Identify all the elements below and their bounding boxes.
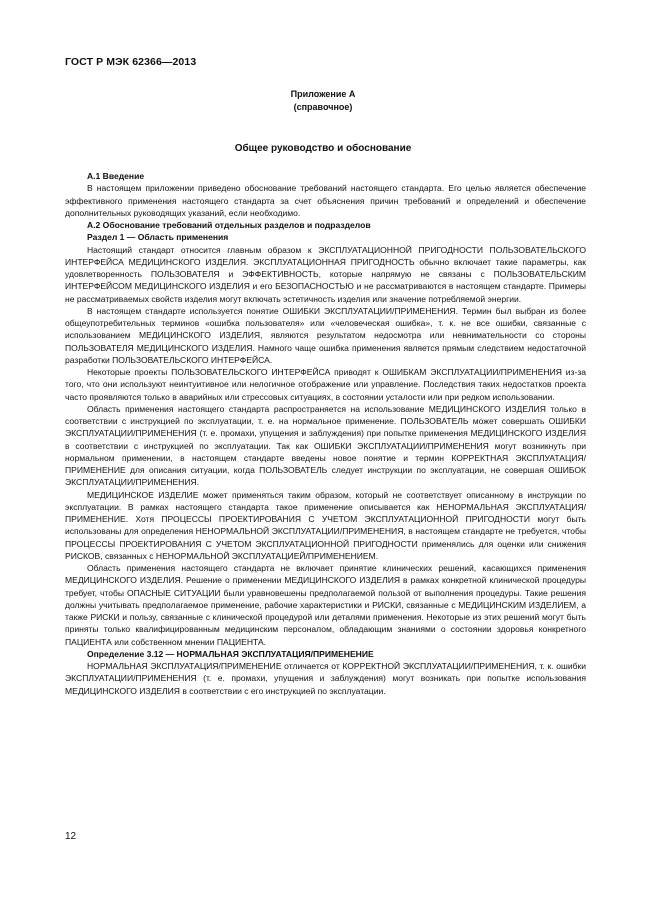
- section-heading: А.1 Введение: [87, 171, 145, 181]
- body-paragraph: Область применения настоящего стандарта не включает принятие клинических решений, касающихся применения МЕДИЦИНСКОГО ИЗДЕЛИЯ. Решение о применении МЕДИЦИНСКОГО ИЗДЕЛИЯ в рамках конкретной клинической процедуры требует, чтобы ОПАСНЫЕ СИТУАЦИИ были уравновешены предполагаемой пользой от выполнения процедуры. Такие решения должны учитывать предполагаемое применение, рабочие характеристики и РИСКИ, связанные с МЕДИЦИНСКИМ ИЗДЕЛИЕМ, а также РИСКИ и пользу, связанные с клинической процедурой или деталями применения. Некоторые из этих решений могут быть приняты только квалифицированным медицинским персоналом, обладающим знаниями о состоянии здоровья конкретного ПАЦИЕНТА или собственном мнении ПАЦИЕНТА.: [65, 563, 586, 647]
- appendix-label: Приложение А: [290, 89, 356, 99]
- body-paragraph: НОРМАЛЬНАЯ ЭКСПЛУАТАЦИЯ/ПРИМЕНЕНИЕ отличается от КОРРЕКТНОЙ ЭКСПЛУАТАЦИИ/ПРИМЕНЕНИЯ, т. к. ошибки ЭКСПЛУАТАЦИИ/ПРИМЕНЕНИЯ (т. е. промахи, упущения и заблуждения) могут возникать при попытке использования МЕДИЦИНСКОГО ИЗДЕЛИЯ в соответствии с его инструкцией по эксплуатации.: [65, 661, 586, 696]
- section-heading: Определение 3.12 — НОРМАЛЬНАЯ ЭКСПЛУАТАЦИЯ/ПРИМЕНЕНИЕ: [87, 648, 374, 659]
- page-number: 12: [65, 831, 77, 842]
- body-paragraph: Настоящий стандарт относится главным образом к ЭКСПЛУАТАЦИОННОЙ ПРИГОДНОСТИ ПОЛЬЗОВАТЕЛЬСКОГО ИНТЕРФЕЙСА МЕДИЦИНСКОГО ИЗДЕЛИЯ. ЭКСПЛУАТАЦИОННАЯ ПРИГОДНОСТЬ обычно включает такие параметры, как удовлетворенность ПОЛЬЗОВАТЕЛЯ и ЭФФЕКТИВНОСТЬ, которые напрямую не связаны с ПОЛЬЗОВАТЕЛЬСКИМ ИНТЕРФЕЙСОМ МЕДИЦИНСКОГО ИЗДЕЛИЯ и его БЕЗОПАСНОСТЬЮ и не рассматриваются в настоящем стандарте. Примеры не рассматриваемых свойств изделия могут включать эстетичность изделия или значение потребляемой энергии.: [65, 244, 586, 304]
- appendix-kind: (справочное): [293, 102, 353, 112]
- document-title: Общее руководство и обоснование: [234, 143, 412, 154]
- section-heading: А.2 Обоснование требований отдельных разделов и подразделов: [87, 220, 371, 230]
- body-paragraph: В настоящем приложении приведено обоснование требований настоящего стандарта. Его целью является обеспечение эффективного применения настоящего стандарта за счет объяснения причин требований и определений и обеспечение дополнительных руководящих указаний, если необходимо.: [65, 183, 586, 218]
- standard-header: ГОСТ Р МЭК 62366—2013: [65, 56, 197, 68]
- body-paragraph: МЕДИЦИНСКОЕ ИЗДЕЛИЕ может применяться таким образом, который не соответствует описанному в инструкции по эксплуатации. В рамках настоящего стандарта такое применение описывается как НЕНОРМАЛЬНАЯ ЭКСПЛУАТАЦИЯ/ПРИМЕНЕНИЕ. Хотя ПРОЦЕССЫ ПРОЕКТИРОВАНИЯ С УЧЕТОМ ЭКСПЛУАТАЦИОННОЙ ПРИГОДНОСТИ могут быть использованы для определения НЕНОРМАЛЬНОЙ ЭКСПЛУАТАЦИИ/ПРИМЕНЕНИЯ, в настоящем стандарте не требуется, чтобы ПРОЦЕССЫ ПРОЕКТИРОВАНИЯ С УЧЕТОМ ЭКСПЛУАТАЦИОННОЙ ПРИГОДНОСТИ применялись для оценки или снижения РИСКОВ, связанных с НЕНОРМАЛЬНОЙ ЭКСПЛУАТАЦИЕЙ/ПРИМЕНЕНИЕМ.: [65, 489, 586, 561]
- body-paragraph: Некоторые проекты ПОЛЬЗОВАТЕЛЬСКОГО ИНТЕРФЕЙСА приводят к ОШИБКАМ ЭКСПЛУАТАЦИИ/ПРИМЕНЕНИЯ из-за того, что они используют неинтуитивное или нелогичное отображение или управление. Последствия таких недостатков проекта часто проявляются только в аварийных или стрессовых ситуациях, в состоянии усталости или при редком использовании.: [65, 367, 586, 402]
- body-paragraph: В настоящем стандарте используется понятие ОШИБКИ ЭКСПЛУАТАЦИИ/ПРИМЕНЕНИЯ. Термин был выбран из более общеупотребительных терминов «ошибка пользователя» или «человеческая ошибка», т. к. не все ошибки, связанные с использованием МЕДИЦИНСКОГО ИЗДЕЛИЯ, являются результатом недосмотра или невнимательности со стороны ПОЛЬЗОВАТЕЛЯ МЕДИЦИНСКОГО ИЗДЕЛИЯ. Намного чаще ошибка применения является прямым следствием недостаточной разработки ПОЛЬЗОВАТЕЛЬСКОГО ИНТЕРФЕЙСА.: [65, 305, 586, 365]
- appendix-heading: [0, 88, 646, 114]
- section-heading: Раздел 1 — Область применения: [87, 232, 229, 243]
- document-body: [65, 170, 586, 697]
- body-paragraph: Область применения настоящего стандарта распространяется на использование МЕДИЦИНСКОГО ИЗДЕЛИЯ только в соответствии с инструкцией по эксплуатации, т. е. на нормальное применение. ПОЛЬЗОВАТЕЛЬ может совершать ОШИБКИ ЭКСПЛУАТАЦИИ/ПРИМЕНЕНИЯ (т. е. промахи, упущения и заблуждения) при попытке применения МЕДИЦИНСКОГО ИЗДЕЛИЯ в соответствии с инструкцией по эксплуатации. Так как ОШИБКИ ЭКСПЛУАТАЦИИ/ПРИМЕНЕНИЯ могут возникнуть при нормальном применении, в настоящем стандарте введены новое понятие и термин КОРРЕКТНАЯ ЭКСПЛУАТАЦИЯ/ПРИМЕНЕНИЕ для описания ситуации, когда ПОЛЬЗОВАТЕЛЬ следует инструкции по эксплуатации, не совершая ОШИБОК ЭКСПЛУАТАЦИИ/ПРИМЕНЕНИЯ.: [65, 403, 586, 488]
